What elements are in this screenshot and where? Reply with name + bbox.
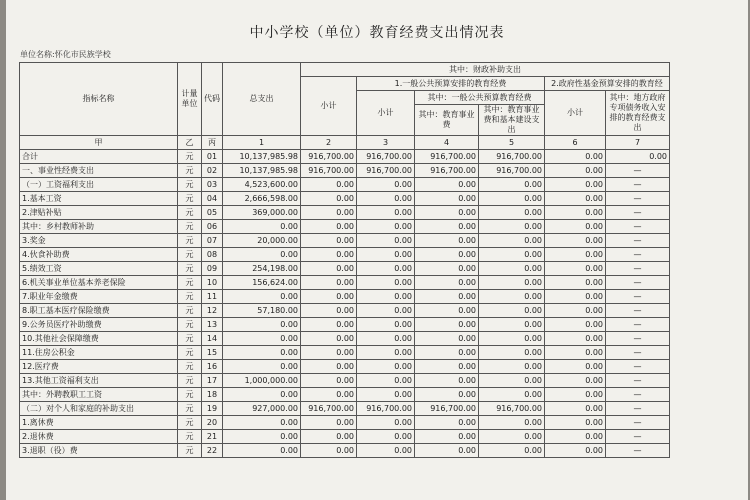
row-value-cell: 0.00 [357,262,415,276]
unit-name-label: 单位名称:怀化市民族学校 [20,50,111,59]
row-value-cell: 0.00 [545,234,606,248]
column-code-cell: 7 [606,136,670,150]
row-value-cell: 0.00 [301,430,357,444]
row-value-cell: — [606,402,670,416]
row-value-cell: — [606,234,670,248]
row-value-cell: 0.00 [545,248,606,262]
row-value-cell: 0.00 [415,374,479,388]
row-value-cell: 0.00 [357,444,415,458]
row-value-cell: 0.00 [479,360,545,374]
row-value-cell: 10,137,985.98 [223,164,301,178]
row-indicator-name: （二）对个人和家庭的补助支出 [20,402,178,416]
row-indicator-name: 一、事业性经费支出 [20,164,178,178]
row-value-cell: 0.00 [223,444,301,458]
table-row [20,262,670,276]
row-measure-unit: 元 [178,374,202,388]
row-measure-unit: 元 [178,332,202,346]
column-code-cell: 乙 [178,136,202,150]
row-value-cell: 0.00 [479,444,545,458]
row-value-cell: 0.00 [223,360,301,374]
row-value-cell: 0.00 [301,332,357,346]
row-value-cell: 916,700.00 [357,150,415,164]
row-value-cell: 0.00 [479,248,545,262]
page-title: 中小学校（单位）教育经费支出情况表 [249,25,505,41]
row-indicator-name: 合计 [20,150,178,164]
table-row [20,360,670,374]
row-value-cell: 0.00 [479,430,545,444]
row-value-cell: 0.00 [479,388,545,402]
row-value-cell: 0.00 [479,234,545,248]
row-value-cell: 0.00 [301,248,357,262]
row-value-cell: 0.00 [357,430,415,444]
row-value-cell: 0.00 [545,206,606,220]
table-row [20,318,670,332]
row-indicator-name: 7.职业年金缴费 [20,290,178,304]
row-indicator-name: 其中：外聘教职工工资 [20,388,178,402]
expenditure-table [19,62,670,458]
row-value-cell: 0.00 [415,332,479,346]
row-value-cell: 0.00 [301,178,357,192]
header-indicator: 指标名称 [20,63,178,136]
row-indicator-name: 8.职工基本医疗保险缴费 [20,304,178,318]
column-code-cell: 1 [223,136,301,150]
header-general-sub: 其中：一般公共预算教育经费 [415,91,545,105]
column-code-cell: 2 [301,136,357,150]
row-measure-unit: 元 [178,150,202,164]
table-row [20,164,670,178]
row-value-cell: 0.00 [415,304,479,318]
row-value-cell: 0.00 [223,248,301,262]
row-value-cell: 1,000,000.00 [223,374,301,388]
row-value-cell: — [606,164,670,178]
header-edu-business-construction: 其中：教育事业费和基本建设支出 [479,105,545,136]
row-value-cell: 0.00 [223,332,301,346]
header-general-subtotal: 小计 [357,91,415,136]
row-value-cell: 4,523,600.00 [223,178,301,192]
row-indicator-name: 1.离休费 [20,416,178,430]
row-value-cell: 0.00 [357,388,415,402]
row-value-cell: 0.00 [479,262,545,276]
row-value-cell: 0.00 [545,318,606,332]
row-value-cell: 369,000.00 [223,206,301,220]
table-row [20,346,670,360]
row-value-cell: 0.00 [415,360,479,374]
row-value-cell: 0.00 [415,276,479,290]
row-code: 09 [202,262,223,276]
row-measure-unit: 元 [178,304,202,318]
row-value-cell: 0.00 [223,220,301,234]
row-value-cell: 0.00 [479,290,545,304]
row-value-cell: 0.00 [545,220,606,234]
row-value-cell: 0.00 [479,332,545,346]
row-value-cell: 927,000.00 [223,402,301,416]
row-code: 11 [202,290,223,304]
row-value-cell: 2,666,598.00 [223,192,301,206]
row-value-cell: 0.00 [223,290,301,304]
row-value-cell: 0.00 [545,150,606,164]
row-value-cell: 0.00 [415,192,479,206]
row-value-cell: 0.00 [545,388,606,402]
row-value-cell: 0.00 [545,164,606,178]
table-row [20,332,670,346]
header-total: 总支出 [223,63,301,136]
row-code: 20 [202,416,223,430]
table-row [20,234,670,248]
row-measure-unit: 元 [178,178,202,192]
row-indicator-name: 3.退职（役）费 [20,444,178,458]
row-value-cell: 0.00 [357,178,415,192]
row-indicator-name: 6.机关事业单位基本养老保险 [20,276,178,290]
row-value-cell: — [606,430,670,444]
table-body [20,150,670,458]
row-indicator-name: 9.公务员医疗补助缴费 [20,318,178,332]
row-value-cell: 0.00 [479,374,545,388]
row-value-cell: 20,000.00 [223,234,301,248]
table-row [20,402,670,416]
row-indicator-name: 2.退休费 [20,430,178,444]
row-code: 10 [202,276,223,290]
row-value-cell: — [606,346,670,360]
row-value-cell: 0.00 [301,374,357,388]
report-sheet [6,0,748,500]
header-edu-business: 其中：教育事业费 [415,105,479,136]
row-value-cell: 0.00 [545,374,606,388]
table-row [20,430,670,444]
column-code-cell: 4 [415,136,479,150]
column-code-cell: 丙 [202,136,223,150]
row-value-cell: 916,700.00 [415,150,479,164]
row-value-cell: 0.00 [545,332,606,346]
header-fiscal-group: 其中：财政补助支出 [301,63,670,77]
row-value-cell: — [606,248,670,262]
row-code: 13 [202,318,223,332]
row-value-cell: 0.00 [479,318,545,332]
row-value-cell: 916,700.00 [415,402,479,416]
row-value-cell: 0.00 [357,206,415,220]
row-value-cell: 0.00 [479,304,545,318]
row-value-cell: 0.00 [415,416,479,430]
row-value-cell: 0.00 [301,360,357,374]
row-code: 21 [202,430,223,444]
row-measure-unit: 元 [178,192,202,206]
row-value-cell: 0.00 [301,304,357,318]
row-value-cell: — [606,332,670,346]
row-value-cell: — [606,360,670,374]
row-value-cell: — [606,178,670,192]
table-row [20,248,670,262]
row-code: 08 [202,248,223,262]
row-code: 06 [202,220,223,234]
row-value-cell: — [606,276,670,290]
header-fund-subtotal: 小计 [545,91,606,136]
column-code-cell: 6 [545,136,606,150]
table-row [20,416,670,430]
row-value-cell: 0.00 [357,192,415,206]
row-value-cell: 0.00 [357,290,415,304]
row-value-cell: 916,700.00 [479,150,545,164]
row-value-cell: 0.00 [357,346,415,360]
row-code: 05 [202,206,223,220]
row-value-cell: 916,700.00 [357,164,415,178]
row-measure-unit: 元 [178,248,202,262]
row-code: 19 [202,402,223,416]
row-measure-unit: 元 [178,164,202,178]
row-value-cell: — [606,318,670,332]
row-measure-unit: 元 [178,262,202,276]
row-value-cell: 0.00 [223,416,301,430]
table-row [20,206,670,220]
row-code: 01 [202,150,223,164]
row-value-cell: — [606,192,670,206]
row-value-cell: 0.00 [415,234,479,248]
header-code: 代码 [202,63,223,136]
table-row [20,290,670,304]
table-row [20,150,670,164]
row-value-cell: 916,700.00 [301,150,357,164]
row-value-cell: 0.00 [415,262,479,276]
row-value-cell: — [606,444,670,458]
row-value-cell: 0.00 [545,444,606,458]
row-value-cell: 0.00 [357,360,415,374]
row-value-cell: 0.00 [545,360,606,374]
table-row [20,220,670,234]
row-measure-unit: 元 [178,388,202,402]
table-row [20,276,670,290]
table-row [20,388,670,402]
row-value-cell: 0.00 [301,262,357,276]
column-code-cell: 5 [479,136,545,150]
row-code: 12 [202,304,223,318]
row-value-cell: 916,700.00 [301,164,357,178]
row-value-cell: 916,700.00 [479,402,545,416]
row-value-cell: 0.00 [357,234,415,248]
row-value-cell: 0.00 [301,290,357,304]
row-value-cell: — [606,304,670,318]
row-value-cell: 0.00 [545,262,606,276]
row-indicator-name: 其中：乡村教师补助 [20,220,178,234]
row-code: 16 [202,360,223,374]
row-indicator-name: 10.其他社会保障缴费 [20,332,178,346]
row-value-cell: 0.00 [415,206,479,220]
row-value-cell: 0.00 [545,402,606,416]
row-value-cell: 0.00 [301,416,357,430]
row-value-cell: 0.00 [479,206,545,220]
column-code-cell: 3 [357,136,415,150]
row-value-cell: 0.00 [415,178,479,192]
row-value-cell: 0.00 [357,220,415,234]
row-value-cell: 0.00 [479,178,545,192]
row-code: 22 [202,444,223,458]
row-value-cell: 0.00 [545,430,606,444]
row-value-cell: 0.00 [301,234,357,248]
row-value-cell: 0.00 [223,346,301,360]
row-measure-unit: 元 [178,444,202,458]
table-row [20,192,670,206]
row-value-cell: 0.00 [223,388,301,402]
row-value-cell: 0.00 [357,304,415,318]
row-value-cell: — [606,388,670,402]
row-value-cell: 0.00 [479,276,545,290]
row-value-cell: 0.00 [301,346,357,360]
row-value-cell: 0.00 [479,346,545,360]
row-indicator-name: 3.奖金 [20,234,178,248]
row-indicator-name: 5.绩效工资 [20,262,178,276]
row-measure-unit: 元 [178,206,202,220]
row-value-cell: 0.00 [301,192,357,206]
row-indicator-name: 12.医疗费 [20,360,178,374]
row-value-cell: — [606,206,670,220]
row-value-cell: 254,198.00 [223,262,301,276]
row-value-cell: 0.00 [479,220,545,234]
row-measure-unit: 元 [178,290,202,304]
row-measure-unit: 元 [178,402,202,416]
table-row [20,374,670,388]
row-value-cell: 916,700.00 [479,164,545,178]
row-value-cell: 916,700.00 [301,402,357,416]
row-indicator-name: 1.基本工资 [20,192,178,206]
table-row [20,178,670,192]
column-code-cell: 甲 [20,136,178,150]
row-value-cell: 0.00 [357,374,415,388]
row-value-cell: 0.00 [357,416,415,430]
header-fiscal-subtotal: 小计 [301,77,357,136]
row-value-cell: 0.00 [415,346,479,360]
row-measure-unit: 元 [178,430,202,444]
row-measure-unit: 元 [178,416,202,430]
row-value-cell: 0.00 [415,318,479,332]
row-code: 17 [202,374,223,388]
header-general-budget: 1.一般公共预算安排的教育经费 [357,77,545,91]
row-value-cell: 0.00 [415,444,479,458]
row-value-cell: 0.00 [545,416,606,430]
row-indicator-name: 13.其他工资福利支出 [20,374,178,388]
row-value-cell: — [606,290,670,304]
row-value-cell: 57,180.00 [223,304,301,318]
row-measure-unit: 元 [178,346,202,360]
row-value-cell: 0.00 [223,318,301,332]
row-value-cell: 156,624.00 [223,276,301,290]
row-measure-unit: 元 [178,318,202,332]
row-indicator-name: （一）工资福利支出 [20,178,178,192]
row-value-cell: 0.00 [301,276,357,290]
row-value-cell: 0.00 [545,276,606,290]
row-value-cell: 0.00 [415,388,479,402]
row-value-cell: — [606,220,670,234]
row-indicator-name: 2.津贴补贴 [20,206,178,220]
row-code: 18 [202,388,223,402]
row-code: 07 [202,234,223,248]
row-code: 14 [202,332,223,346]
table-row [20,304,670,318]
row-value-cell: — [606,374,670,388]
row-value-cell: — [606,262,670,276]
row-value-cell: 0.00 [415,430,479,444]
row-value-cell: 0.00 [357,318,415,332]
table-row [20,444,670,458]
header-local-bond: 其中：地方政府专项债务收入安排的教育经费支出 [606,91,670,136]
row-value-cell: 0.00 [223,430,301,444]
header-measure-unit: 计量单位 [178,63,202,136]
column-code-row [20,136,670,150]
row-indicator-name: 11.住房公积金 [20,346,178,360]
row-indicator-name: 4.伙食补助费 [20,248,178,262]
row-value-cell: 0.00 [301,444,357,458]
row-value-cell: 0.00 [545,346,606,360]
row-value-cell: 0.00 [301,206,357,220]
table-header [20,63,670,150]
row-value-cell: — [606,416,670,430]
row-value-cell: 0.00 [479,416,545,430]
row-value-cell: 0.00 [301,318,357,332]
row-code: 04 [202,192,223,206]
row-value-cell: 0.00 [415,220,479,234]
row-value-cell: 0.00 [545,192,606,206]
row-value-cell: 0.00 [357,332,415,346]
row-value-cell: 0.00 [545,304,606,318]
row-measure-unit: 元 [178,276,202,290]
row-value-cell: 0.00 [301,388,357,402]
row-measure-unit: 元 [178,360,202,374]
row-code: 03 [202,178,223,192]
row-value-cell: 0.00 [479,192,545,206]
row-code: 02 [202,164,223,178]
row-value-cell: 10,137,985.98 [223,150,301,164]
row-value-cell: 916,700.00 [415,164,479,178]
row-measure-unit: 元 [178,234,202,248]
row-code: 15 [202,346,223,360]
row-value-cell: 0.00 [357,276,415,290]
row-value-cell: 0.00 [357,248,415,262]
row-value-cell: 0.00 [301,220,357,234]
row-value-cell: 0.00 [415,248,479,262]
row-value-cell: 0.00 [415,290,479,304]
row-value-cell: 916,700.00 [357,402,415,416]
row-value-cell: 0.00 [545,178,606,192]
header-fund-budget: 2.政府性基金预算安排的教育经 [545,77,670,91]
row-measure-unit: 元 [178,220,202,234]
row-value-cell: 0.00 [606,150,670,164]
row-value-cell: 0.00 [545,290,606,304]
